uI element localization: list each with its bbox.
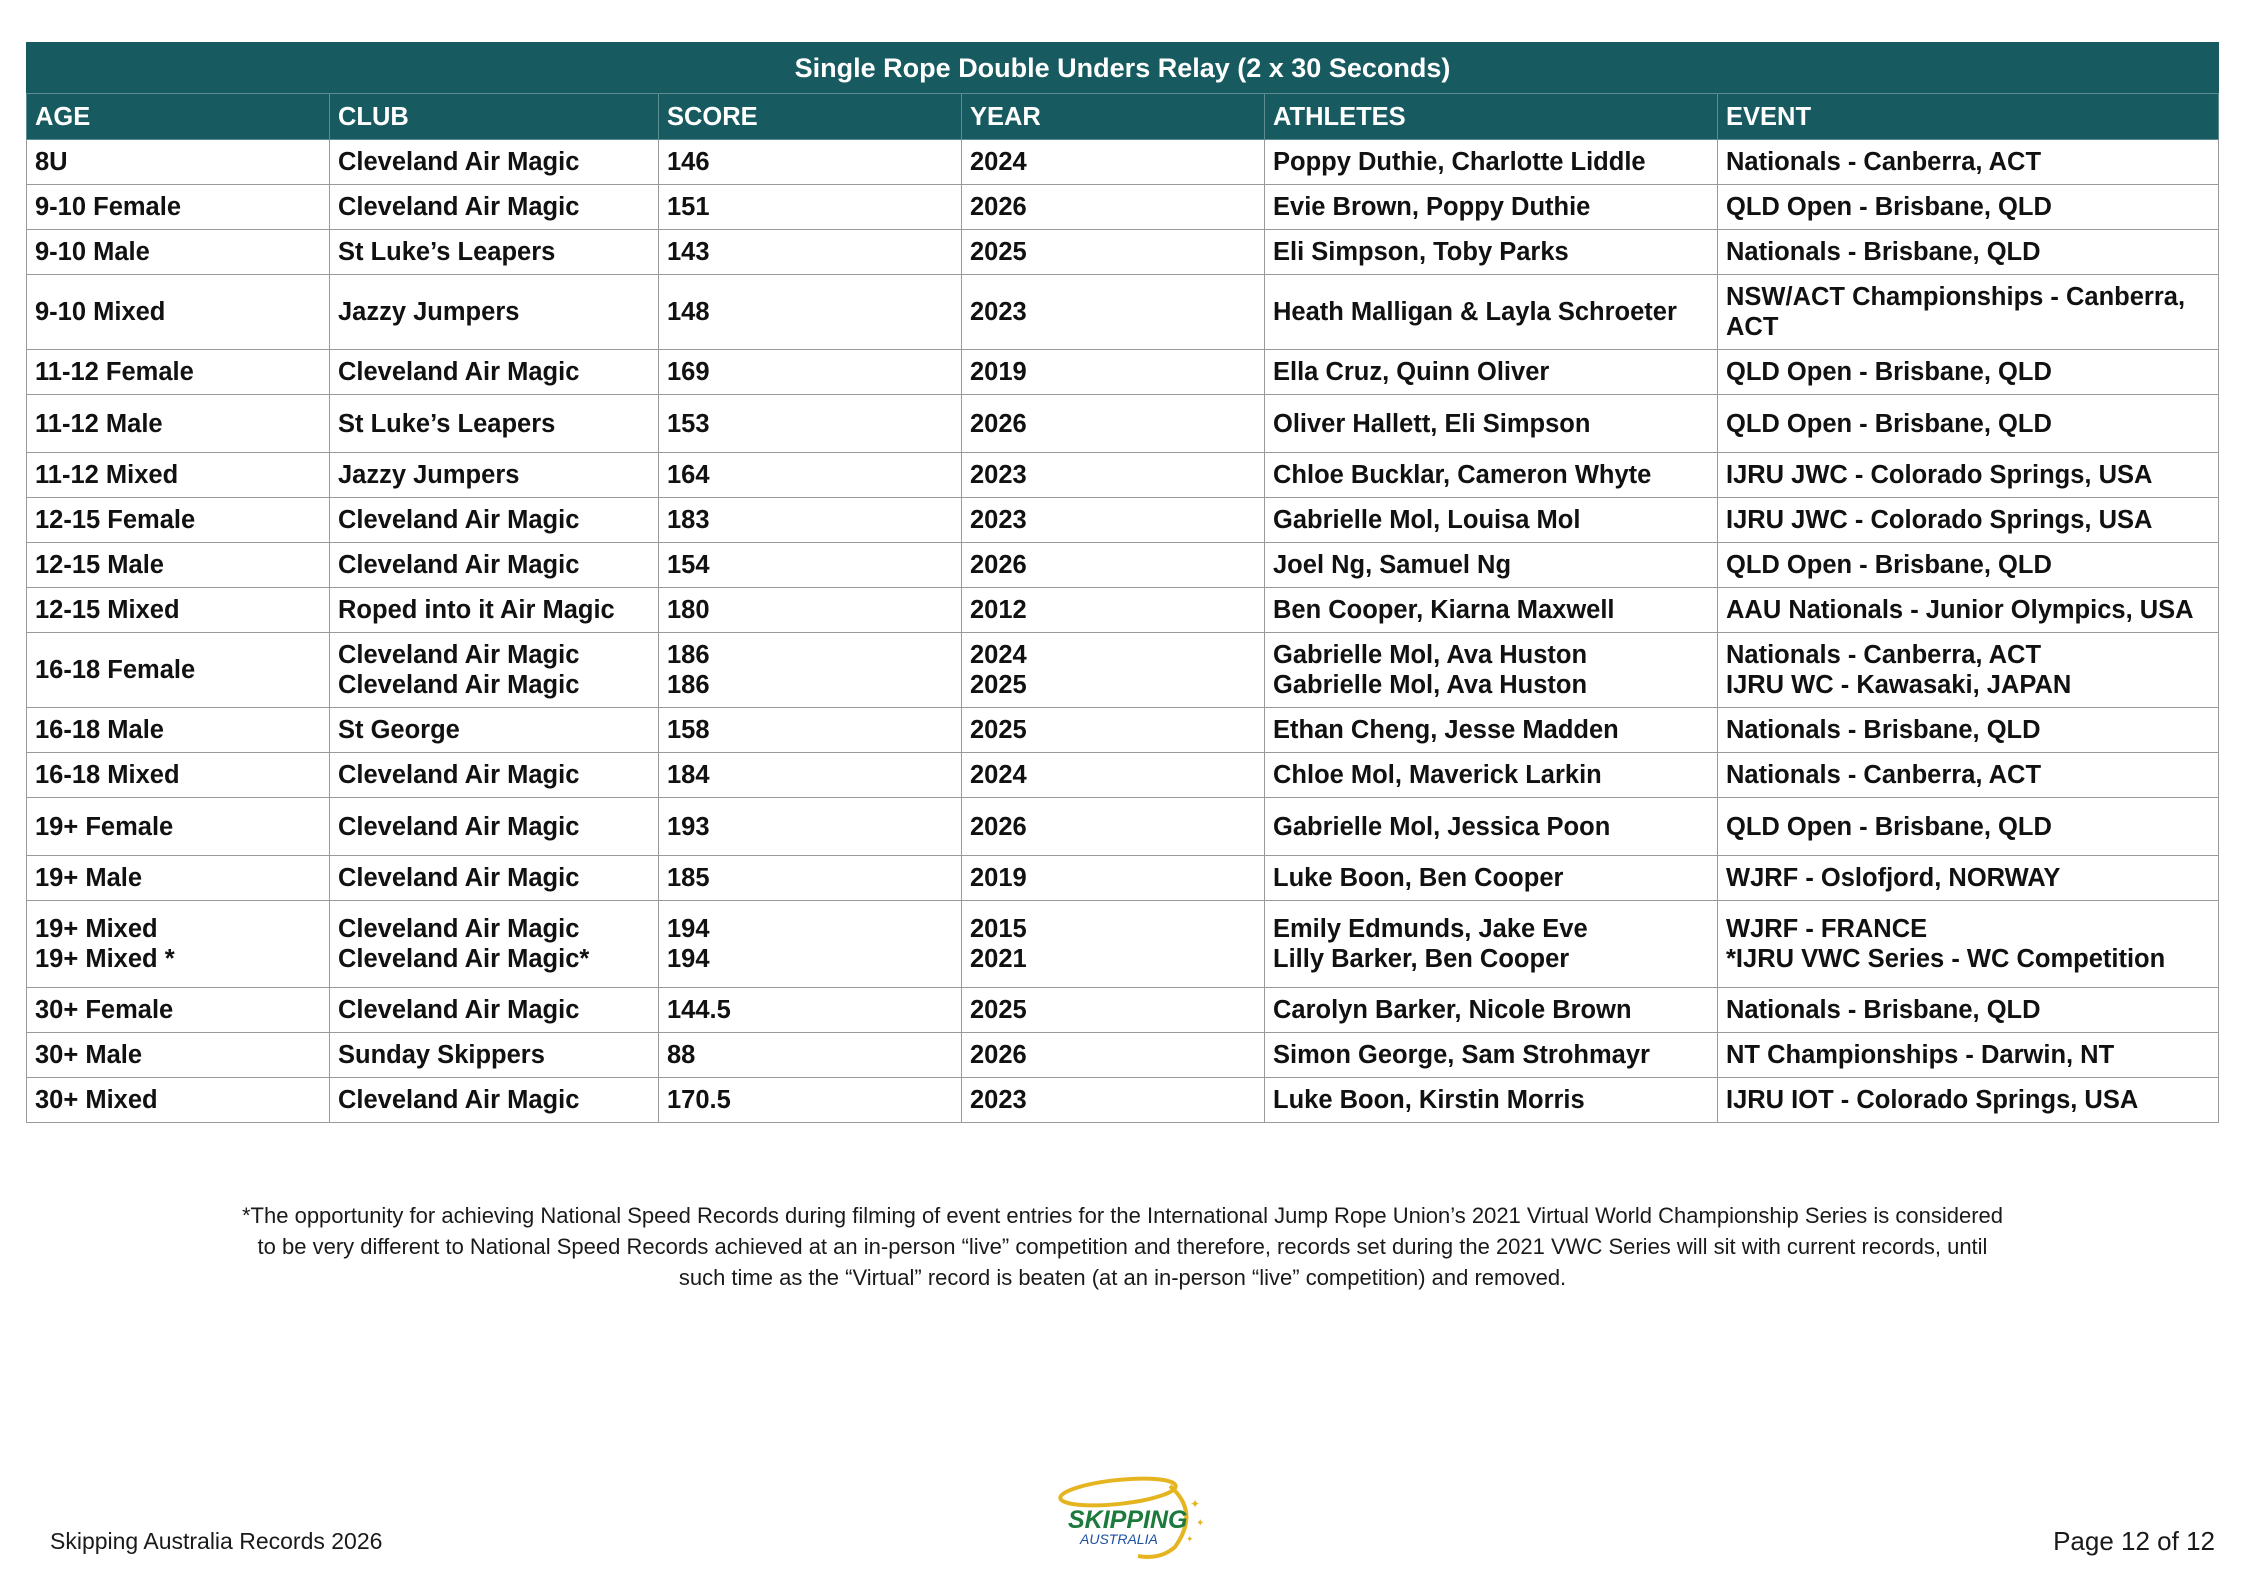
records-table	[26, 42, 2219, 1123]
cell-age-text: 16-18 Male	[35, 716, 164, 744]
cell-event	[1718, 588, 2219, 633]
cell-year-text: 2025	[970, 671, 1027, 699]
cell-club-text: Cleveland Air Magic	[338, 761, 580, 789]
cell-club-text: Cleveland Air Magic	[338, 996, 580, 1024]
cell-year-text: 2015	[970, 915, 1027, 943]
cell-year-text: 2025	[970, 238, 1027, 266]
cell-club-text: Sunday Skippers	[338, 1041, 545, 1069]
cell-age-text: 16-18 Mixed	[35, 761, 180, 789]
cell-age	[27, 708, 330, 753]
cell-athletes-text: Ben Cooper, Kiarna Maxwell	[1273, 596, 1615, 624]
cell-score-text: 186	[667, 671, 710, 699]
table-row	[27, 395, 2219, 453]
cell-year-text: 2026	[970, 409, 1027, 438]
cell-athletes-text: Simon George, Sam Strohmayr	[1273, 1041, 1650, 1069]
cell-score	[659, 453, 962, 498]
cell-score	[659, 588, 962, 633]
cell-age-text: 9-10 Male	[35, 238, 150, 266]
cell-athletes	[1265, 798, 1718, 856]
cell-club	[330, 498, 659, 543]
table-row	[27, 588, 2219, 633]
table-row	[27, 543, 2219, 588]
cell-event	[1718, 543, 2219, 588]
cell-athletes	[1265, 753, 1718, 798]
cell-year	[962, 350, 1265, 395]
cell-score	[659, 798, 962, 856]
cell-score	[659, 185, 962, 230]
cell-year-text: 2026	[970, 812, 1027, 841]
cell-score	[659, 395, 962, 453]
cell-score	[659, 275, 962, 350]
cell-year	[962, 708, 1265, 753]
cell-athletes	[1265, 395, 1718, 453]
cell-score	[659, 1078, 962, 1123]
cell-age-text: 8U	[35, 148, 68, 176]
cell-athletes	[1265, 633, 1718, 708]
cell-score-text: 88	[667, 1041, 696, 1069]
cell-club-text: Cleveland Air Magic	[338, 641, 580, 669]
cell-age	[27, 140, 330, 185]
cell-club	[330, 708, 659, 753]
cell-event-text: QLD Open - Brisbane, QLD	[1726, 409, 2052, 438]
cell-score-text: 169	[667, 358, 710, 386]
cell-year-text: 2021	[970, 945, 1027, 973]
cell-event	[1718, 633, 2219, 708]
cell-athletes-text: Chloe Bucklar, Cameron Whyte	[1273, 461, 1652, 489]
cell-event-text: *IJRU VWC Series - WC Competition	[1726, 945, 2166, 973]
cell-score-text: 148	[667, 298, 710, 326]
cell-event-text: WJRF - Oslofjord, NORWAY	[1726, 864, 2061, 892]
cell-club	[330, 543, 659, 588]
cell-score	[659, 753, 962, 798]
table-row	[27, 798, 2219, 856]
cell-event-text: NSW/ACT Championships - Canberra,	[1726, 283, 2186, 311]
cell-age-text: 30+ Mixed	[35, 1086, 158, 1114]
cell-club	[330, 350, 659, 395]
cell-age-text: 19+ Mixed *	[35, 945, 175, 973]
cell-year	[962, 543, 1265, 588]
cell-age	[27, 753, 330, 798]
cell-year-text: 2023	[970, 506, 1027, 534]
cell-club-text: Cleveland Air Magic	[338, 193, 580, 221]
cell-age	[27, 988, 330, 1033]
column-header-event: EVENT	[1718, 94, 2219, 140]
cell-event	[1718, 901, 2219, 988]
cell-score-text: 193	[667, 812, 710, 841]
cell-event	[1718, 988, 2219, 1033]
cell-athletes	[1265, 185, 1718, 230]
logo-text-sub: AUSTRALIA	[1080, 1531, 1158, 1547]
cell-score-text: 180	[667, 596, 710, 624]
cell-club	[330, 798, 659, 856]
cell-year	[962, 988, 1265, 1033]
cell-year-text: 2024	[970, 761, 1027, 789]
column-header-year: YEAR	[962, 94, 1265, 140]
cell-year	[962, 753, 1265, 798]
cell-athletes-text: Emily Edmunds, Jake Eve	[1273, 915, 1588, 943]
skipping-australia-logo-graphic	[1050, 1472, 1210, 1562]
cell-age	[27, 453, 330, 498]
cell-year-text: 2025	[970, 716, 1027, 744]
cell-athletes-text: Eli Simpson, Toby Parks	[1273, 238, 1569, 266]
cell-score-text: 170.5	[667, 1086, 731, 1114]
cell-age	[27, 1033, 330, 1078]
cell-score	[659, 901, 962, 988]
cell-event	[1718, 856, 2219, 901]
cell-athletes-text: Oliver Hallett, Eli Simpson	[1273, 409, 1591, 438]
cell-year-text: 2019	[970, 358, 1027, 386]
cell-score	[659, 988, 962, 1033]
cell-score-text: 153	[667, 409, 710, 438]
cell-club-text: Cleveland Air Magic	[338, 551, 580, 579]
cell-club-text: St Luke’s Leapers	[338, 409, 556, 438]
cell-athletes-text: Joel Ng, Samuel Ng	[1273, 551, 1512, 579]
cell-age	[27, 856, 330, 901]
cell-year-text: 2024	[970, 641, 1027, 669]
cell-athletes-text: Gabrielle Mol, Ava Huston	[1273, 641, 1588, 669]
cell-event-text: IJRU WC - Kawasaki, JAPAN	[1726, 671, 2072, 699]
cell-score-text: 144.5	[667, 996, 731, 1024]
cell-score	[659, 708, 962, 753]
cell-age-text: 12-15 Mixed	[35, 596, 180, 624]
cell-year	[962, 588, 1265, 633]
cell-club-text: Cleveland Air Magic	[338, 864, 580, 892]
cell-age	[27, 633, 330, 708]
page-number: Page 12 of 12	[2053, 1526, 2215, 1556]
cell-club	[330, 1033, 659, 1078]
cell-event-text: QLD Open - Brisbane, QLD	[1726, 358, 2052, 386]
cell-age-text: 11-12 Male	[35, 409, 163, 438]
cell-score	[659, 543, 962, 588]
table-row	[27, 498, 2219, 543]
cell-athletes	[1265, 350, 1718, 395]
cell-athletes	[1265, 543, 1718, 588]
table-row	[27, 350, 2219, 395]
cell-age	[27, 798, 330, 856]
table-row	[27, 633, 2219, 708]
cell-score-text: 194	[667, 915, 710, 943]
cell-year	[962, 230, 1265, 275]
cell-club-text: St George	[338, 716, 460, 744]
cell-age	[27, 395, 330, 453]
cell-event	[1718, 275, 2219, 350]
cell-age-text: 9-10 Mixed	[35, 298, 166, 326]
cell-year-text: 2023	[970, 461, 1027, 489]
cell-year	[962, 901, 1265, 988]
cell-club-text: Jazzy Jumpers	[338, 461, 520, 489]
cell-club	[330, 753, 659, 798]
cell-club-text: St Luke’s Leapers	[338, 238, 556, 266]
cell-athletes-text: Lilly Barker, Ben Cooper	[1273, 945, 1570, 973]
cell-event-text: QLD Open - Brisbane, QLD	[1726, 193, 2052, 221]
cell-year	[962, 498, 1265, 543]
cell-athletes-text: Evie Brown, Poppy Duthie	[1273, 193, 1591, 221]
cell-score	[659, 230, 962, 275]
svg-text:✦: ✦	[1186, 1534, 1194, 1544]
cell-score-text: 186	[667, 641, 710, 669]
cell-score-text: 194	[667, 945, 710, 973]
cell-athletes	[1265, 1078, 1718, 1123]
cell-score	[659, 498, 962, 543]
cell-event-text: QLD Open - Brisbane, QLD	[1726, 551, 2052, 579]
cell-club	[330, 140, 659, 185]
table-row	[27, 856, 2219, 901]
cell-age-text: 19+ Female	[35, 812, 174, 841]
cell-score-text: 146	[667, 148, 710, 176]
cell-athletes	[1265, 230, 1718, 275]
cell-year	[962, 395, 1265, 453]
table-row	[27, 988, 2219, 1033]
table-row	[27, 753, 2219, 798]
svg-text:✦: ✦	[1190, 1497, 1201, 1511]
cell-club-text: Cleveland Air Magic	[338, 915, 580, 943]
cell-age-text: 12-15 Female	[35, 506, 196, 534]
table-row	[27, 1078, 2219, 1123]
cell-age	[27, 275, 330, 350]
cell-athletes	[1265, 140, 1718, 185]
cell-athletes-text: Carolyn Barker, Nicole Brown	[1273, 996, 1632, 1024]
column-header-age: AGE	[27, 94, 330, 140]
cell-age-text: 11-12 Mixed	[35, 461, 179, 489]
svg-text:✦: ✦	[1196, 1518, 1205, 1529]
column-header-athletes: ATHLETES	[1265, 94, 1718, 140]
cell-club-text: Cleveland Air Magic*	[338, 945, 590, 973]
cell-age-text: 12-15 Male	[35, 551, 164, 579]
cell-athletes-text: Luke Boon, Kirstin Morris	[1273, 1086, 1585, 1114]
cell-score	[659, 1033, 962, 1078]
cell-event-text: IJRU JWC - Colorado Springs, USA	[1726, 461, 2153, 489]
footnote: *The opportunity for achieving National Speed Records during filming of event entries for the International Jump Rope Union’s 2021 Virtual World Championship Series is considered to be very different to National Speed Records achieved at an in-person “live” competition and therefore, records set during the 2021 VWC Series will sit with current records, until such time as the “Virtual” record is beaten (at an in-person “live” competition) and removed.	[242, 1203, 2003, 1290]
cell-age	[27, 1078, 330, 1123]
table-row	[27, 275, 2219, 350]
cell-age	[27, 230, 330, 275]
cell-year	[962, 798, 1265, 856]
cell-age	[27, 498, 330, 543]
cell-year	[962, 1078, 1265, 1123]
cell-event	[1718, 185, 2219, 230]
logo-text-main: SKIPPING	[1068, 1506, 1188, 1534]
cell-year	[962, 140, 1265, 185]
cell-score	[659, 856, 962, 901]
cell-club-text: Cleveland Air Magic	[338, 506, 580, 534]
table-row	[27, 230, 2219, 275]
cell-club-text: Jazzy Jumpers	[338, 298, 520, 326]
cell-age-text: 30+ Male	[35, 1041, 143, 1069]
cell-athletes-text: Heath Malligan & Layla Schroeter	[1273, 298, 1677, 326]
cell-club	[330, 988, 659, 1033]
cell-age-text: 9-10 Female	[35, 193, 182, 221]
cell-year-text: 2019	[970, 864, 1027, 892]
cell-year-text: 2012	[970, 596, 1027, 624]
cell-event	[1718, 140, 2219, 185]
table-row	[27, 185, 2219, 230]
cell-year	[962, 633, 1265, 708]
cell-athletes-text: Ella Cruz, Quinn Oliver	[1273, 358, 1550, 386]
cell-athletes	[1265, 988, 1718, 1033]
cell-event-text: Nationals - Canberra, ACT	[1726, 148, 2042, 176]
cell-event-text: ACT	[1726, 313, 1779, 341]
cell-club	[330, 1078, 659, 1123]
cell-athletes-text: Poppy Duthie, Charlotte Liddle	[1273, 148, 1646, 176]
cell-athletes	[1265, 1033, 1718, 1078]
cell-athletes-text: Gabrielle Mol, Jessica Poon	[1273, 812, 1611, 841]
cell-event-text: QLD Open - Brisbane, QLD	[1726, 812, 2052, 841]
cell-athletes-text: Luke Boon, Ben Cooper	[1273, 864, 1564, 892]
cell-event-text: AAU Nationals - Junior Olympics, USA	[1726, 596, 2194, 624]
cell-event	[1718, 1033, 2219, 1078]
cell-year	[962, 856, 1265, 901]
cell-event	[1718, 395, 2219, 453]
cell-club	[330, 633, 659, 708]
cell-event-text: Nationals - Canberra, ACT	[1726, 761, 2042, 789]
cell-score	[659, 140, 962, 185]
cell-event	[1718, 230, 2219, 275]
cell-year	[962, 185, 1265, 230]
cell-year-text: 2026	[970, 551, 1027, 579]
cell-club-text: Cleveland Air Magic	[338, 671, 580, 699]
cell-athletes	[1265, 708, 1718, 753]
cell-age-text: 19+ Male	[35, 864, 143, 892]
cell-score-text: 185	[667, 864, 710, 892]
cell-club	[330, 185, 659, 230]
cell-age	[27, 350, 330, 395]
table-row	[27, 901, 2219, 988]
cell-event	[1718, 453, 2219, 498]
cell-score	[659, 350, 962, 395]
cell-club-text: Roped into it Air Magic	[338, 596, 615, 624]
cell-club	[330, 901, 659, 988]
cell-club	[330, 588, 659, 633]
cell-athletes-text: Gabrielle Mol, Ava Huston	[1273, 671, 1588, 699]
column-header-club: CLUB	[330, 94, 659, 140]
table-title-row	[27, 43, 2219, 94]
cell-club	[330, 453, 659, 498]
table-header-row	[27, 94, 2219, 140]
cell-age-text: 30+ Female	[35, 996, 174, 1024]
table-row	[27, 140, 2219, 185]
cell-athletes	[1265, 856, 1718, 901]
cell-event-text: IJRU JWC - Colorado Springs, USA	[1726, 506, 2153, 534]
cell-athletes	[1265, 498, 1718, 543]
cell-age	[27, 543, 330, 588]
cell-score-text: 183	[667, 506, 710, 534]
cell-year	[962, 453, 1265, 498]
cell-club	[330, 275, 659, 350]
table-body	[27, 140, 2219, 1123]
cell-score-text: 158	[667, 716, 710, 744]
cell-event	[1718, 798, 2219, 856]
cell-event-text: Nationals - Brisbane, QLD	[1726, 238, 2041, 266]
cell-year-text: 2025	[970, 996, 1027, 1024]
cell-score-text: 164	[667, 461, 710, 489]
table-title: Single Rope Double Unders Relay (2 x 30 Seconds)	[27, 43, 2219, 94]
cell-event-text: NT Championships - Darwin, NT	[1726, 1041, 2115, 1069]
cell-age	[27, 901, 330, 988]
cell-age-text: 16-18 Female	[35, 656, 196, 684]
cell-event	[1718, 753, 2219, 798]
cell-age	[27, 185, 330, 230]
cell-event	[1718, 498, 2219, 543]
table-row	[27, 708, 2219, 753]
cell-year-text: 2024	[970, 148, 1027, 176]
cell-event	[1718, 708, 2219, 753]
cell-event-text: Nationals - Brisbane, QLD	[1726, 716, 2041, 744]
cell-club	[330, 856, 659, 901]
cell-athletes	[1265, 275, 1718, 350]
cell-athletes	[1265, 901, 1718, 988]
footer-document-title: Skipping Australia Records 2026	[50, 1528, 383, 1554]
table-row	[27, 1033, 2219, 1078]
cell-age-text: 11-12 Female	[35, 358, 194, 386]
cell-score	[659, 633, 962, 708]
cell-event-text: WJRF - FRANCE	[1726, 915, 1928, 943]
cell-score-text: 184	[667, 761, 710, 789]
cell-event-text: IJRU IOT - Colorado Springs, USA	[1726, 1086, 2139, 1114]
cell-score-text: 154	[667, 551, 710, 579]
cell-year-text: 2026	[970, 193, 1027, 221]
cell-score-text: 151	[667, 193, 710, 221]
cell-year-text: 2023	[970, 1086, 1027, 1114]
cell-club	[330, 230, 659, 275]
cell-athletes-text: Chloe Mol, Maverick Larkin	[1273, 761, 1602, 789]
cell-club-text: Cleveland Air Magic	[338, 812, 580, 841]
cell-club-text: Cleveland Air Magic	[338, 358, 580, 386]
table-row	[27, 453, 2219, 498]
cell-age	[27, 588, 330, 633]
skipping-australia-logo	[1050, 1472, 1210, 1562]
cell-year	[962, 1033, 1265, 1078]
cell-event	[1718, 350, 2219, 395]
cell-club	[330, 395, 659, 453]
cell-score-text: 143	[667, 238, 710, 266]
cell-age-text: 19+ Mixed	[35, 915, 158, 943]
cell-athletes	[1265, 453, 1718, 498]
cell-athletes-text: Ethan Cheng, Jesse Madden	[1273, 716, 1619, 744]
cell-club-text: Cleveland Air Magic	[338, 148, 580, 176]
cell-club-text: Cleveland Air Magic	[338, 1086, 580, 1114]
cell-year-text: 2026	[970, 1041, 1027, 1069]
column-header-score: SCORE	[659, 94, 962, 140]
cell-event	[1718, 1078, 2219, 1123]
cell-event-text: Nationals - Brisbane, QLD	[1726, 996, 2041, 1024]
cell-year	[962, 275, 1265, 350]
cell-athletes	[1265, 588, 1718, 633]
cell-year-text: 2023	[970, 298, 1027, 326]
cell-athletes-text: Gabrielle Mol, Louisa Mol	[1273, 506, 1581, 534]
cell-event-text: Nationals - Canberra, ACT	[1726, 641, 2042, 669]
